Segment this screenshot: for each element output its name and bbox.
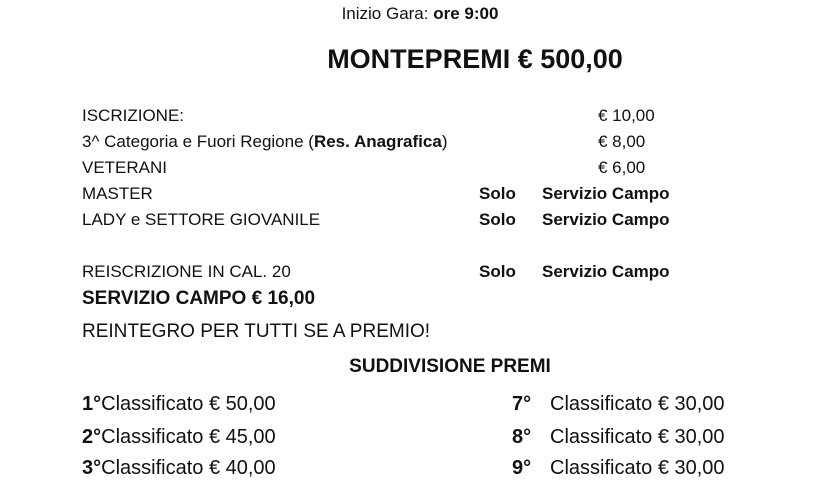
service-row-label-reiscrizione: REISCRIZIONE IN CAL. 20 — [82, 262, 291, 281]
start-time: ore 9:00 — [433, 4, 499, 23]
service-row-label-master: MASTER — [82, 184, 153, 203]
service-row-label-lady: LADY e SETTORE GIOVANILE — [82, 210, 321, 229]
prize-right-rank-8: 8° — [512, 426, 532, 448]
service-row-solo-reiscrizione: Solo — [479, 262, 516, 281]
prize-left-2: 2°Classificato € 45,00 — [82, 426, 276, 448]
reinstatement-note: REINTEGRO PER TUTTI SE A PREMIO! — [82, 321, 431, 342]
fee-label-iscrizione: ISCRIZIONE: — [82, 106, 185, 125]
prize-right-text-7: Classificato € 30,00 — [550, 393, 725, 415]
fee-price-iscrizione: € 10,00 — [598, 106, 655, 125]
fee-price-veterani: € 6,00 — [598, 158, 646, 177]
service-row-solo-lady: Solo — [479, 210, 516, 229]
service-row-service-lady: Servizio Campo — [542, 210, 670, 229]
service-row-solo-master: Solo — [479, 184, 516, 203]
fee-label-veterani: VETERANI — [82, 158, 168, 177]
prize-right-text-9: Classificato € 30,00 — [550, 457, 725, 479]
start-label: Inizio Gara: — [341, 4, 429, 23]
fee-label-3-categoria: 3^ Categoria e Fuori Regione (Res. Anagrafica) — [82, 132, 448, 151]
field-service-price: SERVIZIO CAMPO € 16,00 — [82, 288, 316, 309]
prize-right-rank-7: 7° — [512, 393, 532, 415]
prize-left-3: 3°Classificato € 40,00 — [82, 457, 276, 479]
prize-right-text-8: Classificato € 30,00 — [550, 426, 725, 448]
service-row-service-reiscrizione: Servizio Campo — [542, 262, 670, 281]
fee-price-3-categoria: € 8,00 — [598, 132, 646, 151]
prize-split-heading: SUDDIVISIONE PREMI — [349, 356, 551, 377]
prize-pool-title: MONTEPREMI € 500,00 — [327, 44, 623, 74]
prize-left-1: 1°Classificato € 50,00 — [82, 393, 276, 415]
start-time-line — [0, 4, 840, 24]
prize-right-rank-9: 9° — [512, 457, 532, 479]
service-row-service-master: Servizio Campo — [542, 184, 670, 203]
